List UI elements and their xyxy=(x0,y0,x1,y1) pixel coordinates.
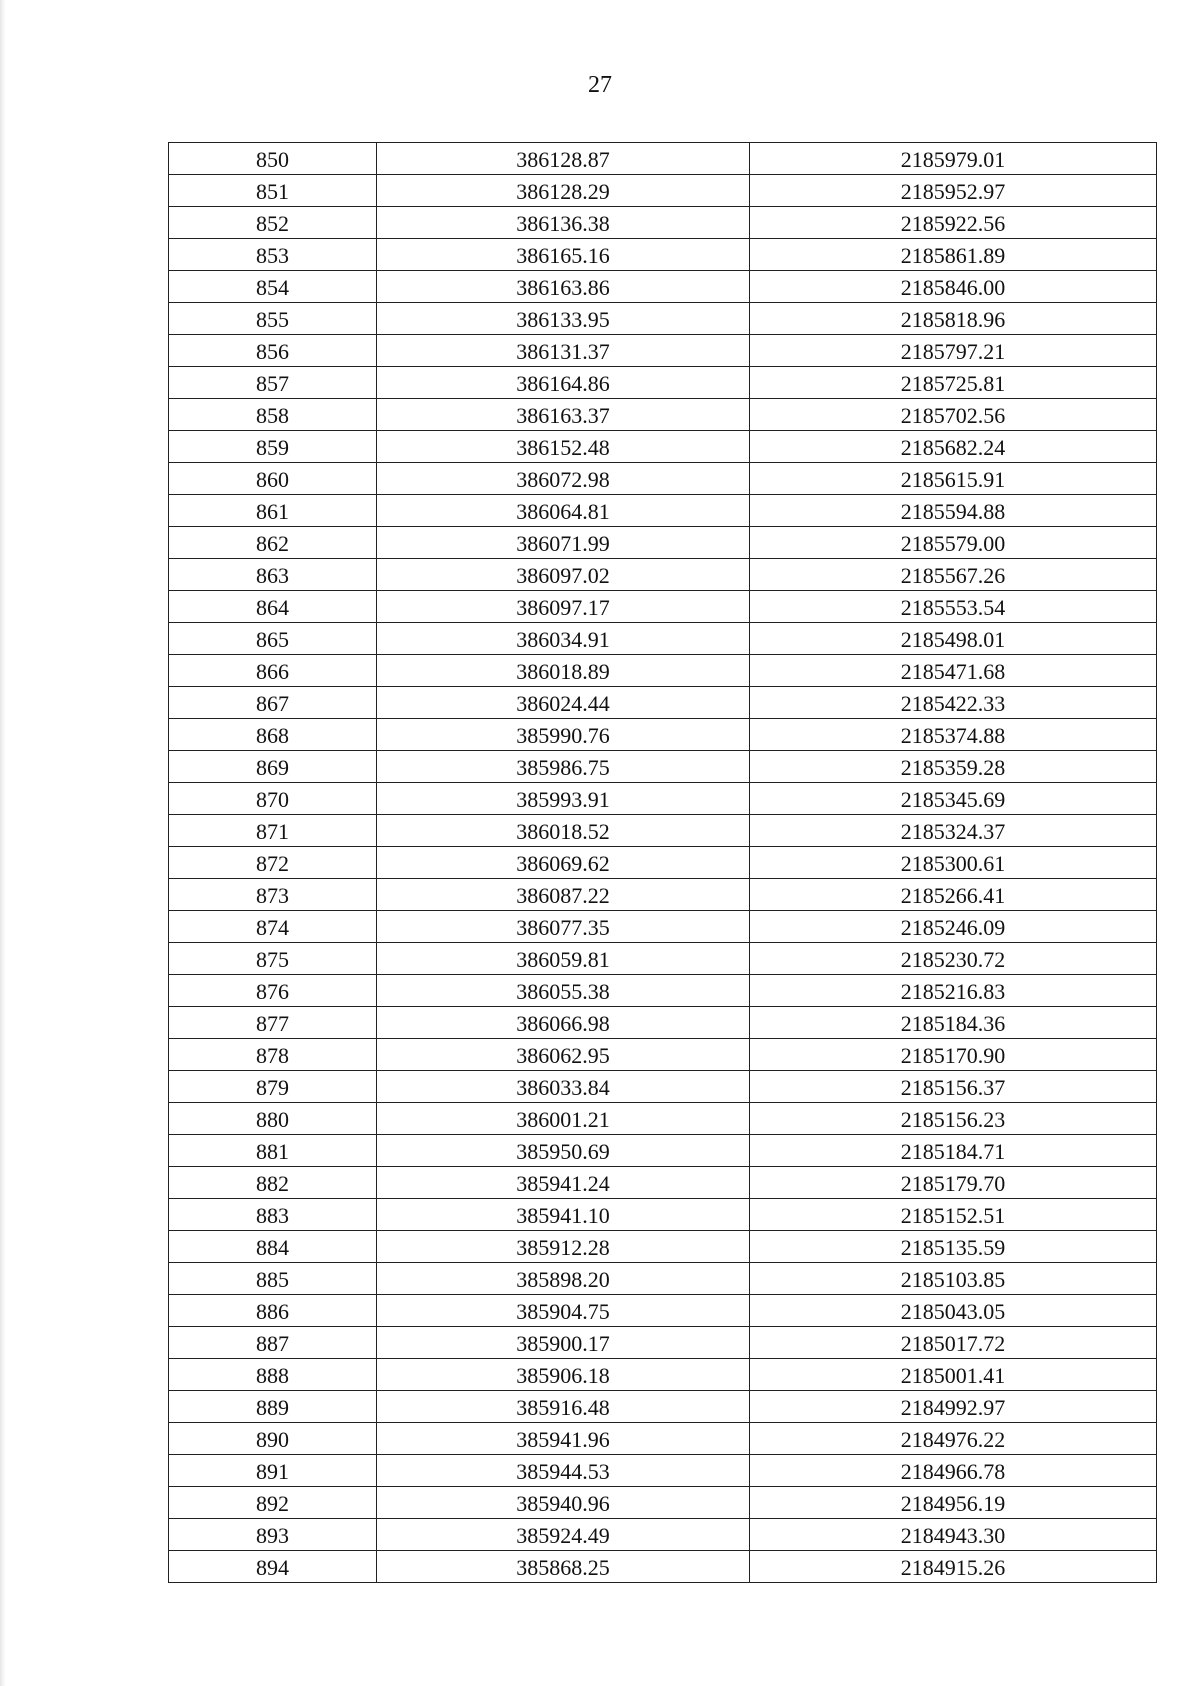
y-coordinate-cell: 2185594.88 xyxy=(750,495,1157,527)
table-row xyxy=(169,1455,1157,1487)
x-coordinate-cell: 386128.29 xyxy=(377,175,750,207)
point-number-cell: 859 xyxy=(169,431,377,463)
y-coordinate-cell: 2185979.01 xyxy=(750,143,1157,175)
point-number-cell: 874 xyxy=(169,911,377,943)
table-row xyxy=(169,1391,1157,1423)
point-number-cell: 858 xyxy=(169,399,377,431)
x-coordinate-cell: 386018.52 xyxy=(377,815,750,847)
y-coordinate-cell: 2184992.97 xyxy=(750,1391,1157,1423)
x-coordinate-cell: 386097.17 xyxy=(377,591,750,623)
x-coordinate-cell: 386001.21 xyxy=(377,1103,750,1135)
y-coordinate-cell: 2185345.69 xyxy=(750,783,1157,815)
point-number-cell: 886 xyxy=(169,1295,377,1327)
table-row xyxy=(169,495,1157,527)
x-coordinate-cell: 386097.02 xyxy=(377,559,750,591)
x-coordinate-cell: 385900.17 xyxy=(377,1327,750,1359)
x-coordinate-cell: 386034.91 xyxy=(377,623,750,655)
x-coordinate-cell: 386018.89 xyxy=(377,655,750,687)
y-coordinate-cell: 2185818.96 xyxy=(750,303,1157,335)
x-coordinate-cell: 385906.18 xyxy=(377,1359,750,1391)
table-row xyxy=(169,1519,1157,1551)
table-row xyxy=(169,1071,1157,1103)
x-coordinate-cell: 385941.10 xyxy=(377,1199,750,1231)
x-coordinate-cell: 385941.96 xyxy=(377,1423,750,1455)
point-number-cell: 851 xyxy=(169,175,377,207)
x-coordinate-cell: 386131.37 xyxy=(377,335,750,367)
y-coordinate-cell: 2185952.97 xyxy=(750,175,1157,207)
x-coordinate-cell: 385904.75 xyxy=(377,1295,750,1327)
x-coordinate-cell: 386033.84 xyxy=(377,1071,750,1103)
table-row xyxy=(169,623,1157,655)
y-coordinate-cell: 2185184.71 xyxy=(750,1135,1157,1167)
table-row xyxy=(169,1135,1157,1167)
table-row xyxy=(169,1039,1157,1071)
x-coordinate-cell: 385944.53 xyxy=(377,1455,750,1487)
point-number-cell: 866 xyxy=(169,655,377,687)
x-coordinate-cell: 386072.98 xyxy=(377,463,750,495)
table-row xyxy=(169,975,1157,1007)
x-coordinate-cell: 385924.49 xyxy=(377,1519,750,1551)
y-coordinate-cell: 2185230.72 xyxy=(750,943,1157,975)
y-coordinate-cell: 2185579.00 xyxy=(750,527,1157,559)
point-number-cell: 857 xyxy=(169,367,377,399)
x-coordinate-cell: 385940.96 xyxy=(377,1487,750,1519)
x-coordinate-cell: 385993.91 xyxy=(377,783,750,815)
x-coordinate-cell: 386087.22 xyxy=(377,879,750,911)
table-row xyxy=(169,847,1157,879)
point-number-cell: 873 xyxy=(169,879,377,911)
point-number-cell: 855 xyxy=(169,303,377,335)
x-coordinate-cell: 386128.87 xyxy=(377,143,750,175)
point-number-cell: 876 xyxy=(169,975,377,1007)
y-coordinate-cell: 2184943.30 xyxy=(750,1519,1157,1551)
table-row xyxy=(169,943,1157,975)
x-coordinate-cell: 385916.48 xyxy=(377,1391,750,1423)
y-coordinate-cell: 2184915.26 xyxy=(750,1551,1157,1583)
y-coordinate-cell: 2185300.61 xyxy=(750,847,1157,879)
x-coordinate-cell: 386059.81 xyxy=(377,943,750,975)
y-coordinate-cell: 2185156.37 xyxy=(750,1071,1157,1103)
point-number-cell: 861 xyxy=(169,495,377,527)
table-row xyxy=(169,1231,1157,1263)
x-coordinate-cell: 386077.35 xyxy=(377,911,750,943)
point-number-cell: 885 xyxy=(169,1263,377,1295)
table-row xyxy=(169,1103,1157,1135)
y-coordinate-cell: 2185567.26 xyxy=(750,559,1157,591)
point-number-cell: 856 xyxy=(169,335,377,367)
y-coordinate-cell: 2185498.01 xyxy=(750,623,1157,655)
y-coordinate-cell: 2185156.23 xyxy=(750,1103,1157,1135)
y-coordinate-cell: 2185001.41 xyxy=(750,1359,1157,1391)
point-number-cell: 868 xyxy=(169,719,377,751)
point-number-cell: 880 xyxy=(169,1103,377,1135)
x-coordinate-cell: 386133.95 xyxy=(377,303,750,335)
y-coordinate-cell: 2185861.89 xyxy=(750,239,1157,271)
point-number-cell: 879 xyxy=(169,1071,377,1103)
table-row xyxy=(169,143,1157,175)
point-number-cell: 854 xyxy=(169,271,377,303)
point-number-cell: 863 xyxy=(169,559,377,591)
x-coordinate-cell: 386024.44 xyxy=(377,687,750,719)
table-row xyxy=(169,783,1157,815)
x-coordinate-cell: 385990.76 xyxy=(377,719,750,751)
y-coordinate-cell: 2185702.56 xyxy=(750,399,1157,431)
x-coordinate-cell: 386163.37 xyxy=(377,399,750,431)
point-number-cell: 893 xyxy=(169,1519,377,1551)
coordinates-table xyxy=(168,142,1157,1583)
y-coordinate-cell: 2185184.36 xyxy=(750,1007,1157,1039)
y-coordinate-cell: 2185922.56 xyxy=(750,207,1157,239)
y-coordinate-cell: 2185471.68 xyxy=(750,655,1157,687)
point-number-cell: 889 xyxy=(169,1391,377,1423)
point-number-cell: 864 xyxy=(169,591,377,623)
table-row xyxy=(169,1263,1157,1295)
y-coordinate-cell: 2185246.09 xyxy=(750,911,1157,943)
point-number-cell: 890 xyxy=(169,1423,377,1455)
table-row xyxy=(169,399,1157,431)
point-number-cell: 875 xyxy=(169,943,377,975)
y-coordinate-cell: 2184956.19 xyxy=(750,1487,1157,1519)
point-number-cell: 852 xyxy=(169,207,377,239)
point-number-cell: 894 xyxy=(169,1551,377,1583)
y-coordinate-cell: 2185043.05 xyxy=(750,1295,1157,1327)
table-row xyxy=(169,1359,1157,1391)
y-coordinate-cell: 2185152.51 xyxy=(750,1199,1157,1231)
table-row xyxy=(169,591,1157,623)
point-number-cell: 887 xyxy=(169,1327,377,1359)
x-coordinate-cell: 386069.62 xyxy=(377,847,750,879)
point-number-cell: 853 xyxy=(169,239,377,271)
y-coordinate-cell: 2185422.33 xyxy=(750,687,1157,719)
page-edge-shadow xyxy=(0,0,6,1686)
x-coordinate-cell: 386163.86 xyxy=(377,271,750,303)
table-row xyxy=(169,911,1157,943)
page-number: 27 xyxy=(588,72,612,98)
y-coordinate-cell: 2185797.21 xyxy=(750,335,1157,367)
point-number-cell: 882 xyxy=(169,1167,377,1199)
y-coordinate-cell: 2185017.72 xyxy=(750,1327,1157,1359)
point-number-cell: 872 xyxy=(169,847,377,879)
table-row xyxy=(169,271,1157,303)
x-coordinate-cell: 385986.75 xyxy=(377,751,750,783)
x-coordinate-cell: 386064.81 xyxy=(377,495,750,527)
coordinates-table-body xyxy=(169,143,1157,1583)
y-coordinate-cell: 2185135.59 xyxy=(750,1231,1157,1263)
table-row xyxy=(169,367,1157,399)
point-number-cell: 850 xyxy=(169,143,377,175)
y-coordinate-cell: 2185179.70 xyxy=(750,1167,1157,1199)
y-coordinate-cell: 2185553.54 xyxy=(750,591,1157,623)
table-row xyxy=(169,463,1157,495)
y-coordinate-cell: 2185266.41 xyxy=(750,879,1157,911)
y-coordinate-cell: 2185324.37 xyxy=(750,815,1157,847)
table-row xyxy=(169,879,1157,911)
y-coordinate-cell: 2185170.90 xyxy=(750,1039,1157,1071)
table-row xyxy=(169,687,1157,719)
y-coordinate-cell: 2185216.83 xyxy=(750,975,1157,1007)
point-number-cell: 888 xyxy=(169,1359,377,1391)
point-number-cell: 865 xyxy=(169,623,377,655)
y-coordinate-cell: 2185846.00 xyxy=(750,271,1157,303)
point-number-cell: 869 xyxy=(169,751,377,783)
table-row xyxy=(169,815,1157,847)
y-coordinate-cell: 2185615.91 xyxy=(750,463,1157,495)
x-coordinate-cell: 386055.38 xyxy=(377,975,750,1007)
point-number-cell: 867 xyxy=(169,687,377,719)
table-row xyxy=(169,239,1157,271)
table-row xyxy=(169,207,1157,239)
x-coordinate-cell: 386165.16 xyxy=(377,239,750,271)
point-number-cell: 870 xyxy=(169,783,377,815)
table-row xyxy=(169,751,1157,783)
point-number-cell: 881 xyxy=(169,1135,377,1167)
point-number-cell: 860 xyxy=(169,463,377,495)
x-coordinate-cell: 385950.69 xyxy=(377,1135,750,1167)
table-row xyxy=(169,1167,1157,1199)
table-row xyxy=(169,1199,1157,1231)
point-number-cell: 884 xyxy=(169,1231,377,1263)
table-row xyxy=(169,335,1157,367)
table-row xyxy=(169,719,1157,751)
y-coordinate-cell: 2185374.88 xyxy=(750,719,1157,751)
table-row xyxy=(169,559,1157,591)
y-coordinate-cell: 2185725.81 xyxy=(750,367,1157,399)
point-number-cell: 883 xyxy=(169,1199,377,1231)
x-coordinate-cell: 385941.24 xyxy=(377,1167,750,1199)
y-coordinate-cell: 2184966.78 xyxy=(750,1455,1157,1487)
x-coordinate-cell: 385912.28 xyxy=(377,1231,750,1263)
table-row xyxy=(169,1295,1157,1327)
y-coordinate-cell: 2185682.24 xyxy=(750,431,1157,463)
table-row xyxy=(169,1551,1157,1583)
y-coordinate-cell: 2184976.22 xyxy=(750,1423,1157,1455)
y-coordinate-cell: 2185103.85 xyxy=(750,1263,1157,1295)
point-number-cell: 891 xyxy=(169,1455,377,1487)
table-row xyxy=(169,1423,1157,1455)
x-coordinate-cell: 386136.38 xyxy=(377,207,750,239)
x-coordinate-cell: 386066.98 xyxy=(377,1007,750,1039)
x-coordinate-cell: 385868.25 xyxy=(377,1551,750,1583)
table-row xyxy=(169,175,1157,207)
point-number-cell: 892 xyxy=(169,1487,377,1519)
table-row xyxy=(169,1487,1157,1519)
point-number-cell: 877 xyxy=(169,1007,377,1039)
table-row xyxy=(169,1007,1157,1039)
point-number-cell: 862 xyxy=(169,527,377,559)
x-coordinate-cell: 386164.86 xyxy=(377,367,750,399)
x-coordinate-cell: 386152.48 xyxy=(377,431,750,463)
y-coordinate-cell: 2185359.28 xyxy=(750,751,1157,783)
table-row xyxy=(169,1327,1157,1359)
table-row xyxy=(169,527,1157,559)
point-number-cell: 878 xyxy=(169,1039,377,1071)
x-coordinate-cell: 385898.20 xyxy=(377,1263,750,1295)
x-coordinate-cell: 386071.99 xyxy=(377,527,750,559)
table-row xyxy=(169,303,1157,335)
point-number-cell: 871 xyxy=(169,815,377,847)
x-coordinate-cell: 386062.95 xyxy=(377,1039,750,1071)
table-row xyxy=(169,431,1157,463)
table-row xyxy=(169,655,1157,687)
